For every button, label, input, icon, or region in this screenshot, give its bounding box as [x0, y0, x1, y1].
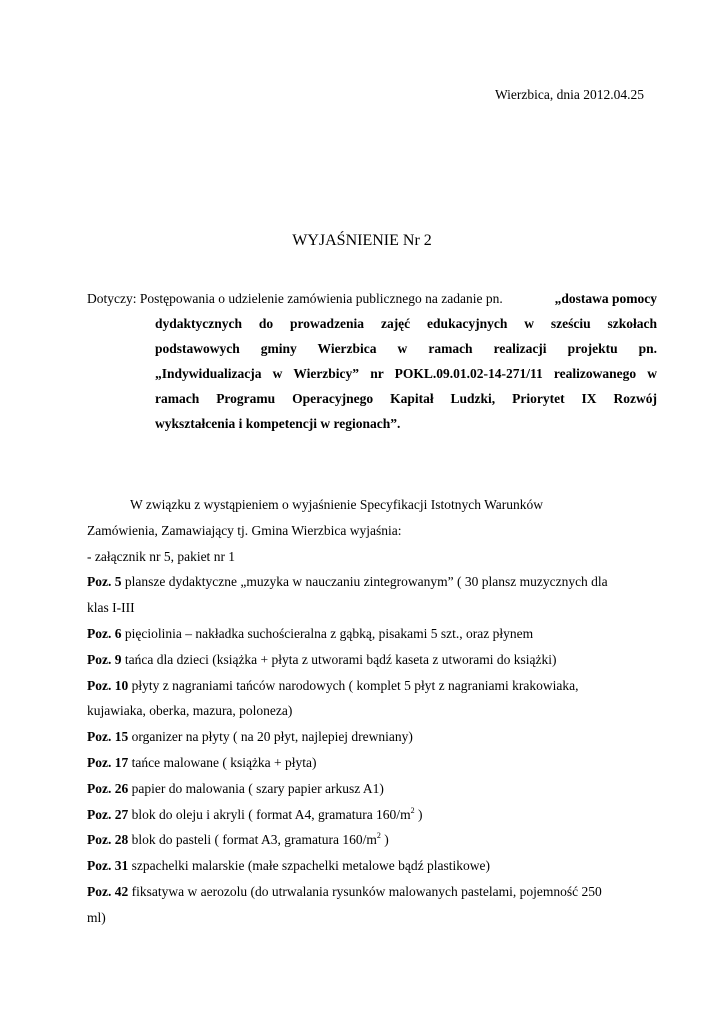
item-number: Poz. 26: [87, 780, 129, 796]
subject-bold-line: ramach Programu Operacyjnego Kapitał Ludzki, Priorytet IX Rozwój: [155, 391, 657, 406]
item-text: tańce malowane ( książka + płyta): [131, 754, 317, 770]
attachment-line: - załącznik nr 5, pakiet nr 1: [87, 548, 236, 564]
item-poz-15: [87, 724, 657, 750]
item-poz-42: [87, 879, 657, 931]
intro-line-2: Zamówienia, Zamawiający tj. Gmina Wierzbica wyjaśnia:: [87, 522, 402, 538]
item-poz-5: [87, 569, 657, 621]
subject-first-line: [87, 286, 657, 311]
item-number: Poz. 5: [87, 574, 122, 590]
item-text: szpachelki malarskie (małe szpachelki metalowe bądź plastikowe): [131, 858, 490, 874]
item-text: tańca dla dzieci (książka + płyta z utworami bądź kaseta z utworami do książki): [124, 651, 557, 667]
document-date: Wierzbica, dnia 2012.04.25: [494, 87, 644, 102]
item-poz-26: [87, 776, 657, 802]
item-text: papier do malowania ( szary papier arkusz A1): [131, 780, 384, 796]
intro-line-1: W związku z wystąpieniem o wyjaśnienie Specyfikacji Istotnych Warunków: [130, 497, 544, 512]
subject-bold-start: „dostawa pomocy: [554, 291, 657, 306]
item-number: Poz. 27: [87, 806, 129, 822]
item-text: pięciolinia – nakładka suchościeralna z gąbką, pisakami 5 szt., oraz płynem: [124, 625, 534, 641]
subject-block: [87, 286, 657, 436]
item-number: Poz. 28: [87, 832, 129, 848]
item-number: Poz. 9: [87, 651, 122, 667]
item-poz-17: [87, 750, 657, 776]
item-poz-10: [87, 673, 657, 725]
subject-bold-text: [155, 311, 657, 436]
item-text-after: ): [414, 806, 423, 822]
item-text-after: ): [380, 832, 389, 848]
item-number: Poz. 10: [87, 677, 129, 693]
subject-label-intro: [87, 286, 503, 311]
item-poz-6: [87, 621, 657, 647]
item-text-cont: klas I-III: [87, 600, 135, 616]
item-number: Poz. 17: [87, 754, 129, 770]
item-poz-28: [87, 827, 657, 853]
document-title: WYJAŚNIENIE Nr 2: [292, 232, 432, 249]
item-poz-27: [87, 802, 657, 828]
explanation-body: [87, 492, 657, 931]
subject-bold-line: „Indywidualizacja w Wierzbicy” nr POKL.09.01.02-14-271/11 realizowanego w: [155, 366, 657, 381]
item-text: blok do oleju i akryli ( format A4, gramatura 160/m: [131, 806, 411, 822]
item-text-cont: ml): [87, 909, 106, 925]
item-poz-9: [87, 647, 657, 673]
item-number: Poz. 31: [87, 858, 129, 874]
item-text: fiksatywa w aerozolu (do utrwalania rysunków malowanych pastelami, pojemność 250: [131, 883, 602, 899]
subject-label: Dotyczy:: [87, 291, 137, 306]
item-text: plansze dydaktyczne „muzyka w nauczaniu zintegrowanym” ( 30 plansz muzycznych dla: [124, 574, 608, 590]
subject-bold-line: podstawowych gminy Wierzbica w ramach realizacji projektu pn.: [155, 341, 657, 356]
item-number: Poz. 42: [87, 883, 129, 899]
item-number: Poz. 6: [87, 625, 122, 641]
item-text: blok do pasteli ( format A3, gramatura 160/m: [131, 832, 377, 848]
subject-bold-line: dydaktycznych do prowadzenia zajęć edukacyjnych w sześciu szkołach: [155, 316, 657, 331]
item-poz-31: [87, 853, 657, 879]
subject-intro: Postępowania o udzielenie zamówienia publicznego na zadanie pn.: [139, 291, 503, 306]
superscript: 2: [410, 805, 415, 815]
superscript: 2: [376, 831, 381, 841]
item-text: płyty z nagraniami tańców narodowych ( komplet 5 płyt z nagraniami krakowiaka,: [131, 677, 579, 693]
item-text: organizer na płyty ( na 20 płyt, najlepiej drewniany): [131, 729, 413, 745]
subject-bold-line: wykształcenia i kompetencji w regionach”.: [155, 416, 401, 431]
item-number: Poz. 15: [87, 729, 129, 745]
item-text-cont: kujawiaka, oberka, mazura, poloneza): [87, 703, 293, 719]
